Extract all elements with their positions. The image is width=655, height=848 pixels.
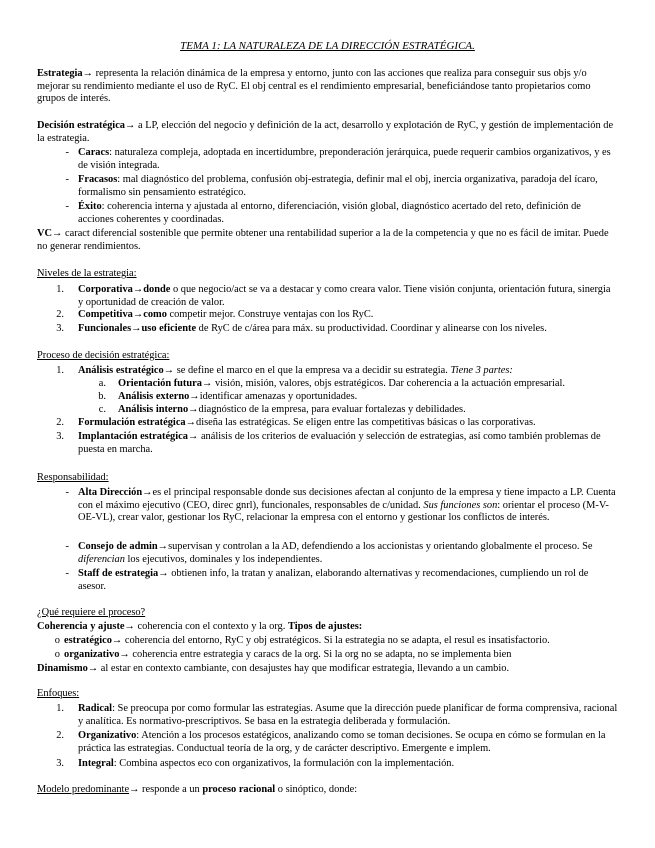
list-item bbox=[78, 309, 618, 322]
list-item bbox=[78, 703, 618, 728]
decision-paragraph bbox=[37, 120, 615, 145]
item-text-continued: los ejecutivos, dominales y los independientes. bbox=[124, 553, 323, 565]
list-item bbox=[78, 541, 618, 566]
arrow-icon: → bbox=[132, 284, 144, 295]
item-term: Análisis estratégico bbox=[78, 365, 164, 376]
list-item bbox=[78, 365, 618, 378]
list-letter: a. bbox=[98, 378, 106, 389]
item-text: : Se preocupa por como formular las estrategias. Asume que la dirección puede planificar de forma comprensiva, racional y analítica. Es normativo-prescriptivos. Se basa en la estrategia deliberada y formulación. bbox=[78, 703, 618, 727]
list-item bbox=[118, 391, 618, 404]
item-term: Competitiva bbox=[78, 309, 133, 320]
coherencia-text: coherencia con el contexto y la org. bbox=[134, 621, 288, 632]
item-text: visión, misión, valores, objs estratégicos. Dar coherencia a la actuación empresarial. bbox=[212, 378, 565, 389]
arrow-icon: → bbox=[185, 417, 197, 428]
item-text-continued: : orientar el proceso (M-V-OE-VL), crear valor, gestionar los RyC, relacionar la empresa con el entorno y gestionar los conflictos de interés. bbox=[78, 499, 609, 524]
arrow-icon: → bbox=[189, 391, 200, 402]
item-text: es el principal responsable donde sus decisiones afectan al conjunto de la empresa y tiene impacto a LP. Cuenta con el máximo ejecutivo (CEO, direc gnrl), funcionales, responsables de c/unidad. bbox=[78, 487, 616, 511]
list-item bbox=[78, 323, 618, 336]
arrow-icon: → bbox=[132, 309, 144, 320]
item-text: de RyC de c/área para máx. su productividad. Coordinar y alinearse con los niveles. bbox=[196, 323, 547, 334]
item-text: diseña las estratégicas. Se eligen entre las competitivas básicas o las corporativas. bbox=[196, 417, 536, 428]
list-number: 2. bbox=[56, 309, 64, 320]
dinamismo-paragraph bbox=[37, 663, 615, 676]
list-item bbox=[78, 174, 618, 199]
item-term-secondary: donde bbox=[143, 284, 171, 295]
dash-marker: - bbox=[65, 541, 69, 552]
item-term: Formulación estratégica bbox=[78, 417, 186, 428]
coherencia-term: Coherencia y ajuste bbox=[37, 621, 125, 632]
list-item bbox=[78, 730, 618, 755]
list-item bbox=[78, 147, 618, 172]
item-term: Éxito bbox=[78, 201, 102, 212]
item-term: Orientación futura bbox=[118, 378, 202, 389]
arrow-icon: → bbox=[163, 365, 175, 376]
item-term: Funcionales bbox=[78, 323, 132, 334]
vc-term: VC bbox=[37, 228, 53, 239]
list-number: 1. bbox=[56, 365, 64, 376]
arrow-icon: → bbox=[125, 120, 136, 131]
estrategia-paragraph bbox=[37, 68, 615, 106]
item-term: Caracs bbox=[78, 147, 110, 158]
item-text: : Atención a los procesos estatégicos, analizando como se toman decisiones. Se ocupa en cómo se formulan en la práctica las estrategias. Conductual teoría de la org, y de carácter descriptivo. Emergente e implem. bbox=[78, 730, 606, 754]
item-text: : Combina aspectos eco con organizativos, la formulación con la implementación. bbox=[113, 758, 455, 769]
vc-text: caract diferencial sostenible que permite obtener una rentabilidad superior a la de la competencia y que no es fácil de imitar. Puede no generar rendimientos. bbox=[37, 228, 609, 252]
list-item bbox=[78, 417, 618, 430]
arrow-icon: → bbox=[52, 228, 63, 239]
list-item bbox=[64, 635, 624, 648]
arrow-icon: → bbox=[129, 784, 140, 795]
arrow-icon: → bbox=[157, 541, 169, 552]
item-text: o que negocio/act se va a destacar y como creara valor. Tiene visión conjunta, orientación futura, sinergia y oportunidad de creación de valor. bbox=[78, 284, 611, 308]
arrow-icon: → bbox=[111, 635, 123, 646]
list-number: 3. bbox=[56, 758, 64, 769]
vc-paragraph bbox=[37, 228, 615, 253]
list-item bbox=[118, 378, 618, 391]
list-item bbox=[78, 201, 618, 226]
circle-bullet: o bbox=[54, 635, 60, 646]
arrow-icon: → bbox=[82, 68, 93, 79]
item-term: Integral bbox=[78, 758, 114, 769]
item-text: competir mejor. Construye ventajas con los RyC. bbox=[166, 309, 374, 320]
list-number: 1. bbox=[56, 284, 64, 295]
arrow-icon: → bbox=[87, 663, 99, 674]
decision-text: a LP, elección del negocio y definición de la act, desarrollo y explotación de RyC, y gestión de implementación de la estrategia. bbox=[37, 120, 614, 144]
modelo-text: responde a un bbox=[139, 784, 203, 795]
coherencia-paragraph bbox=[37, 621, 615, 634]
list-number: 2. bbox=[56, 417, 64, 428]
dash-marker: - bbox=[65, 568, 69, 579]
item-term: Staff de estrategia bbox=[78, 568, 159, 579]
section-heading-requiere: ¿Qué requiere el proceso? bbox=[37, 607, 146, 618]
arrow-icon: → bbox=[131, 323, 142, 334]
item-term: Análisis externo bbox=[118, 391, 190, 402]
item-term-secondary: uso eficiente bbox=[141, 323, 197, 334]
item-term: Corporativa bbox=[78, 284, 133, 295]
item-text: coherencia del entorno, RyC y obj estratégicos. Si la estrategia no se adapta, el resul es insatisfactorio. bbox=[122, 635, 550, 646]
item-text: coherencia entre estrategia y caracs de la org. Si la org no se adapta, no se implementa bien bbox=[129, 649, 512, 660]
item-term: Fracasos bbox=[78, 174, 118, 185]
section-heading-niveles: Niveles de la estrategia: bbox=[37, 268, 137, 279]
dinamismo-text: al estar en contexto cambiante, con desajustes hay que modificar estrategia, llevando a un cambio. bbox=[98, 663, 510, 674]
page-title: TEMA 1: LA NATURALEZA DE LA DIRECCIÓN ESTRATÉGICA. bbox=[180, 40, 475, 52]
arrow-icon: → bbox=[124, 621, 135, 632]
item-text: : naturaleza compleja, adoptada en incertidumbre, preponderación jerárquica, puede requerir cambios organizativos, y es de visión integrada. bbox=[78, 147, 611, 171]
modelo-paragraph bbox=[37, 784, 615, 797]
modelo-term: proceso racional bbox=[202, 784, 276, 795]
item-text: se define el marco en el que la empresa va a decidir su estrategia. bbox=[174, 365, 451, 376]
item-term: Consejo de admin bbox=[78, 541, 158, 552]
list-item bbox=[78, 431, 618, 456]
item-italic: Tiene 3 partes: bbox=[450, 365, 513, 376]
arrow-icon: → bbox=[201, 378, 213, 389]
list-item bbox=[78, 758, 618, 771]
list-letter: b. bbox=[98, 391, 106, 402]
item-text: obtienen info, la tratan y analizan, elaborando alternativas y recomendaciones, cumpliendo un rol de asesor. bbox=[78, 568, 589, 592]
arrow-icon: → bbox=[142, 487, 153, 498]
list-number: 3. bbox=[56, 431, 64, 442]
arrow-icon: → bbox=[158, 568, 169, 579]
item-text: : coherencia interna y ajustada al entorno, diferenciación, visión global, diagnóstico acertado del reto, definición de acciones coherentes y coordinadas. bbox=[78, 201, 581, 225]
estrategia-text: representa la relación dinámica de la empresa y entorno, junto con las acciones que realiza para conseguir sus objs y/o mejorar su rendimiento mediante el uso de RyC. El obj central es el rendimiento empresarial, beneficiándose tanto propietarios como grupos de interés. bbox=[37, 68, 591, 105]
section-heading-enfoques: Enfoques: bbox=[37, 688, 80, 699]
dash-marker: - bbox=[65, 487, 69, 498]
item-italic: Sus funciones son bbox=[423, 499, 498, 511]
item-text: identificar amenazas y oportunidades. bbox=[199, 391, 358, 402]
dinamismo-term: Dinamismo bbox=[37, 663, 88, 674]
dash-marker: - bbox=[65, 174, 69, 185]
arrow-icon: → bbox=[188, 404, 199, 415]
item-term: Organizativo bbox=[78, 730, 137, 741]
item-term: Implantación estratégica bbox=[78, 431, 188, 442]
item-term: Radical bbox=[78, 703, 113, 714]
item-term: Alta Dirección bbox=[78, 487, 143, 498]
item-text: supervisan y controlan a la AD, defendiendo a los accionistas y orientando globalmente el proceso. Se bbox=[168, 541, 593, 552]
item-term: organizativo bbox=[64, 649, 120, 660]
coherencia-types-label: Tipos de ajustes: bbox=[287, 621, 363, 632]
arrow-icon: → bbox=[187, 431, 199, 442]
item-term-secondary: como bbox=[143, 309, 167, 320]
list-item bbox=[64, 649, 624, 662]
list-item bbox=[78, 284, 618, 309]
item-italic: diferencian bbox=[78, 553, 125, 565]
modelo-text-continued: o sinóptico, donde: bbox=[275, 784, 358, 795]
list-number: 3. bbox=[56, 323, 64, 334]
section-heading-responsabilidad: Responsabilidad: bbox=[37, 472, 109, 483]
modelo-heading: Modelo predominante bbox=[37, 784, 130, 795]
item-text: diagnóstico de la empresa, para evaluar fortalezas y debilidades. bbox=[198, 404, 466, 415]
item-text: : mal diagnóstico del problema, confusión obj-estrategia, definir mal el obj, inercia organizativa, paradoja del ícaro, formalismo sin pensamiento estratégico. bbox=[78, 174, 598, 198]
circle-bullet: o bbox=[54, 649, 60, 660]
list-item bbox=[78, 568, 618, 593]
estrategia-term: Estrategia bbox=[37, 68, 83, 79]
arrow-icon: → bbox=[119, 649, 130, 660]
item-text: análisis de los criterios de evaluación y selección de estrategias, así como también problemas de puesta en marcha. bbox=[78, 431, 601, 455]
decision-term: Decisión estratégica bbox=[37, 120, 126, 131]
list-item bbox=[118, 404, 618, 417]
dash-marker: - bbox=[65, 147, 69, 158]
list-letter: c. bbox=[98, 404, 106, 415]
item-term: Análisis interno bbox=[118, 404, 189, 415]
list-number: 1. bbox=[56, 703, 64, 714]
section-heading-proceso: Proceso de decisión estratégica: bbox=[37, 350, 170, 361]
item-term: estratégico bbox=[64, 635, 112, 646]
dash-marker: - bbox=[65, 201, 69, 212]
list-number: 2. bbox=[56, 730, 64, 741]
list-item bbox=[78, 487, 618, 525]
